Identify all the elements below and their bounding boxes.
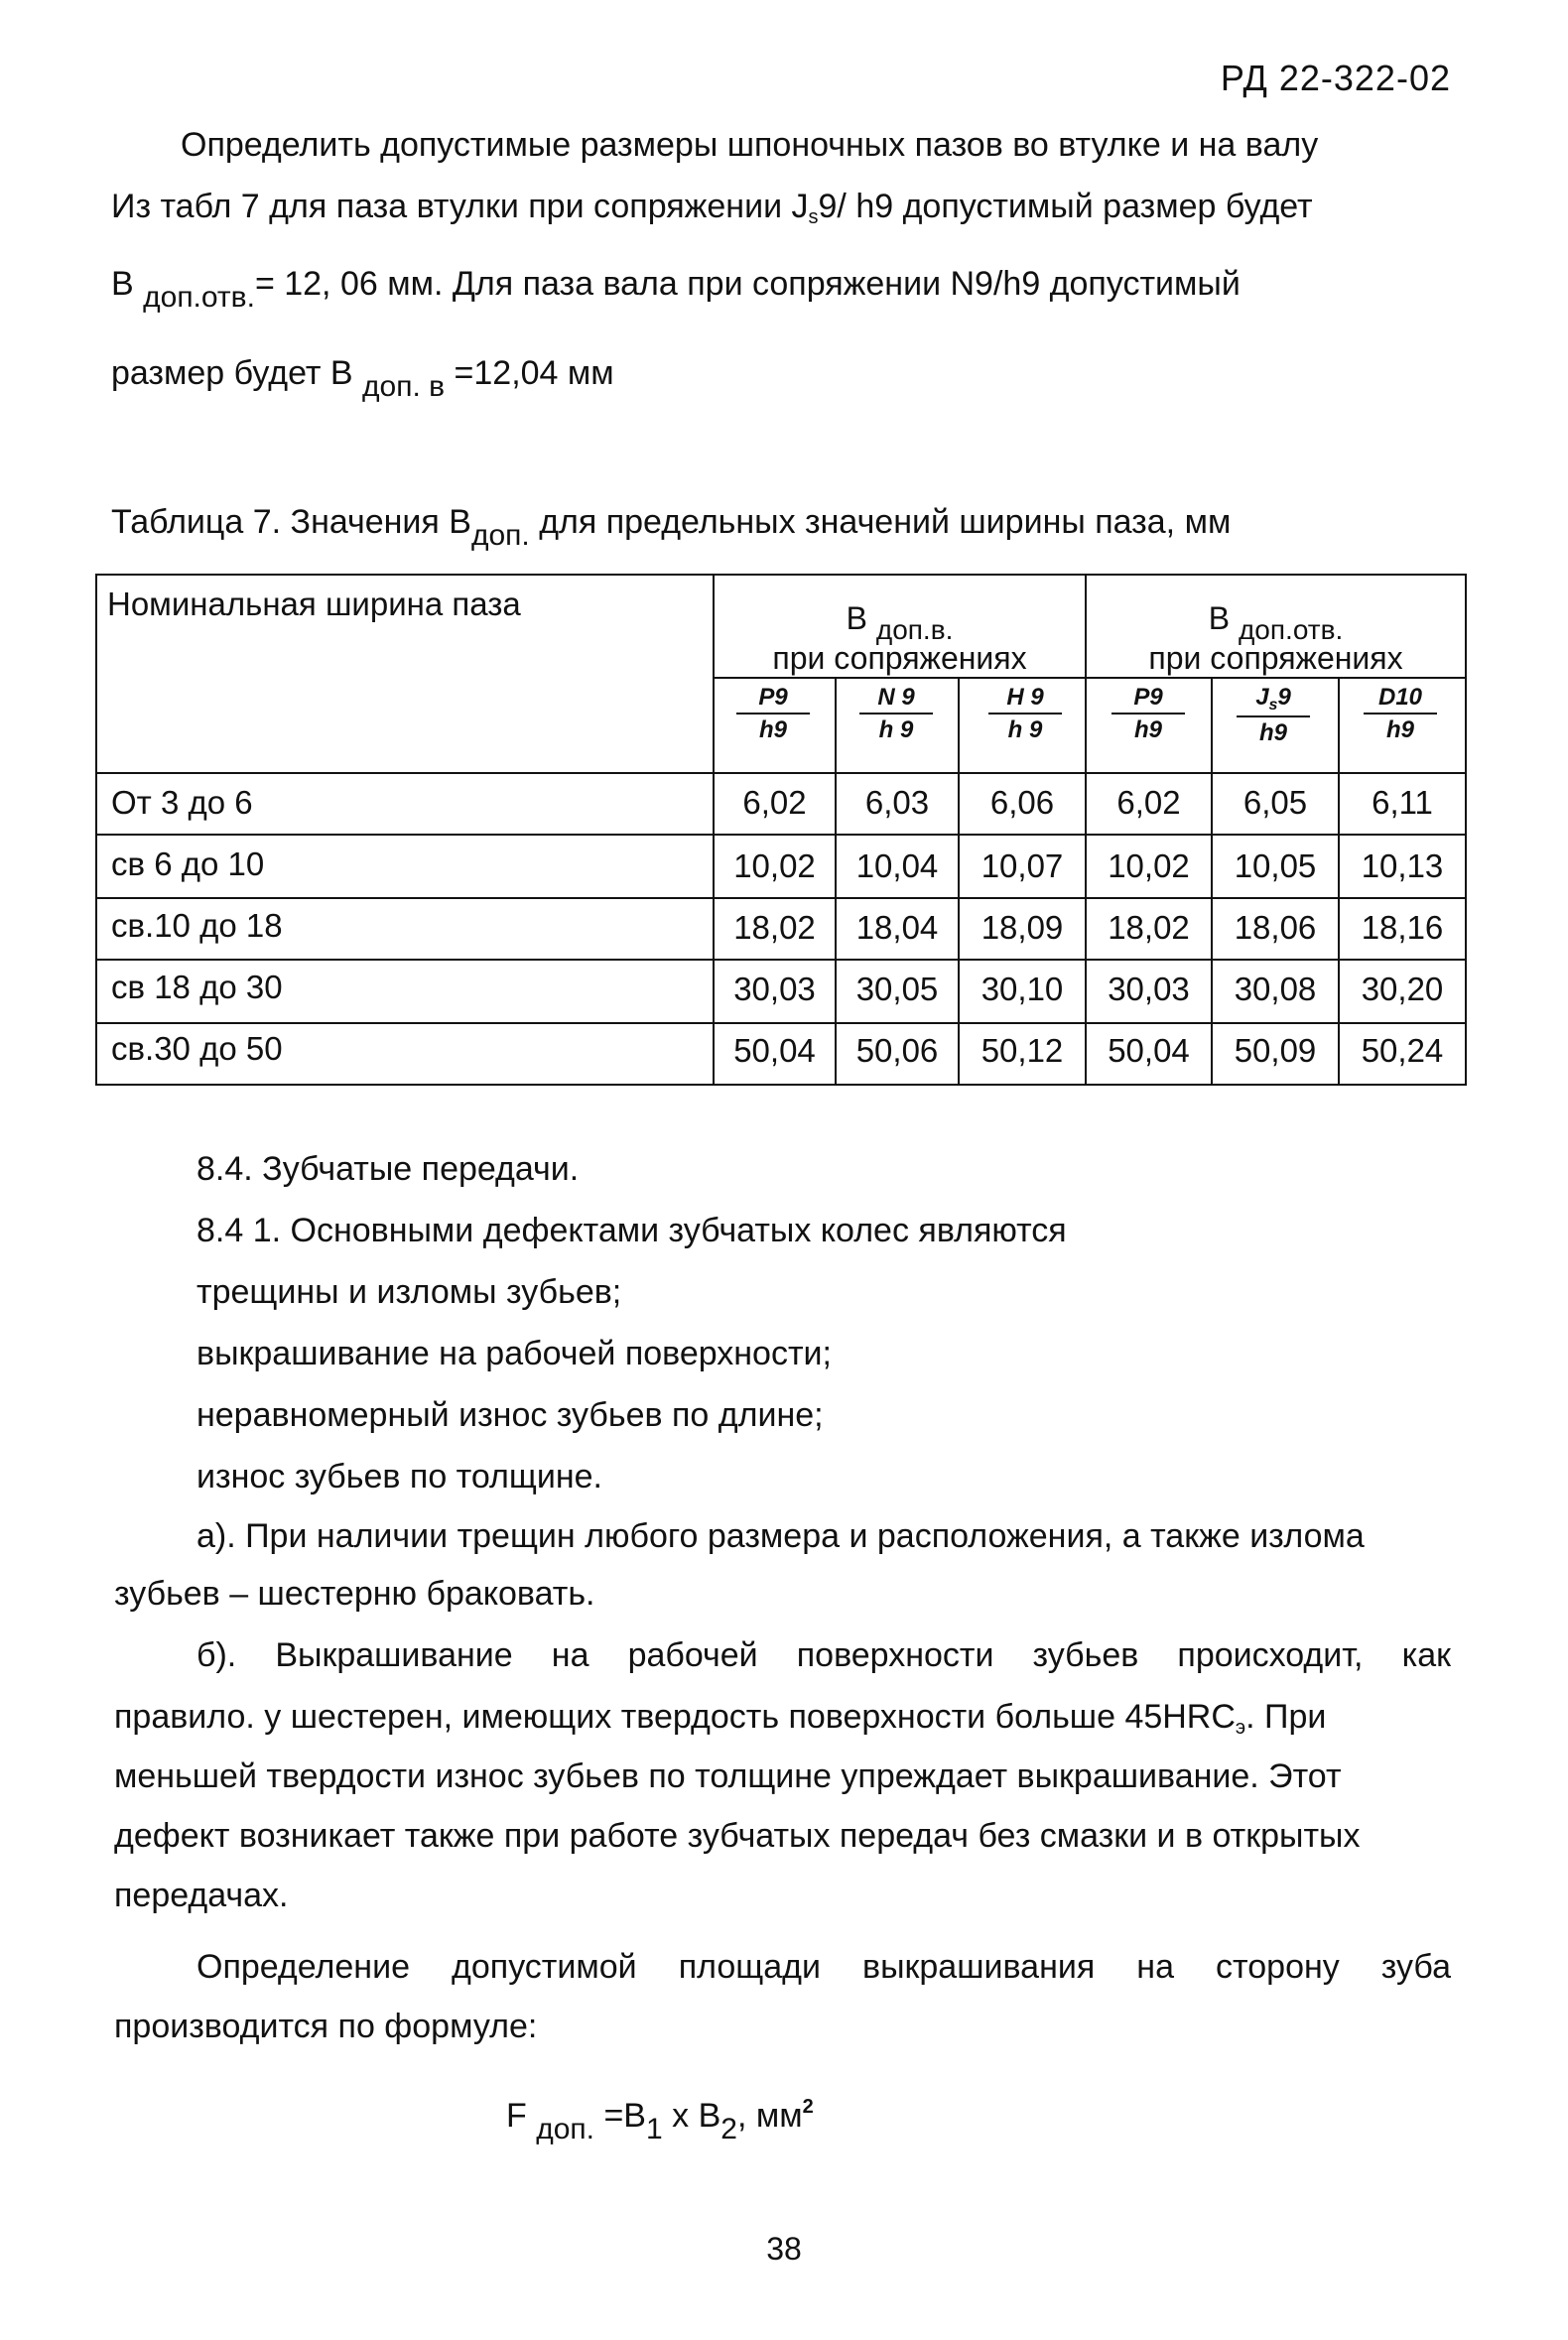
fit-header-h9-h9: $\frac{H 9}{h 9}$ (971, 683, 1080, 746)
defect-list-item: выкрашивание на рабочей поверхности; (196, 1335, 832, 1372)
intro-line-3: В доп.отв.= 12, 06 мм. Для паза вала при сопряжении N9/h9 допустимый (111, 265, 1241, 314)
table-rule (713, 677, 1465, 679)
table-cell: 6,03 (864, 784, 930, 821)
intro-line-4: размер будет В доп. в =12,04 мм (111, 354, 614, 403)
table-cell: 18,04 (855, 909, 939, 946)
paragraph-a-line-2: зубьев – шестерню браковать. (114, 1575, 595, 1613)
table-cell: 10,07 (980, 847, 1064, 884)
defect-list-item: трещины и изломы зубьев; (196, 1273, 622, 1311)
table-cell: 18,02 (733, 909, 816, 946)
table-cell: 10,05 (1234, 847, 1317, 884)
table-cell: 10,04 (855, 847, 939, 884)
table-row-label: От 3 до 6 (111, 784, 253, 821)
table-cell: 30,10 (980, 971, 1064, 1007)
defect-list-item: износ зубьев по толщине. (196, 1458, 602, 1495)
table-caption: Таблица 7. Значения Вдоп. для предельных значений ширины паза, мм (111, 503, 1232, 552)
table-cell: 50,24 (1361, 1032, 1444, 1069)
paragraph-c-line-1: Определение допустимой площади выкрашивания на сторону зуба (196, 1948, 1451, 1986)
area-formula: F доп. =B1 х В2, $мм^2$ (506, 2096, 814, 2145)
section-subheading: 8.4 1. Основными дефектами зубчатых колес являются (196, 1212, 1067, 1249)
document-code: РД 22-322-02 (1220, 58, 1451, 98)
paragraph-b-line-4: дефект возникает также при работе зубчатых передач без смазки и в открытых (114, 1817, 1361, 1855)
table-row-label: св 18 до 30 (111, 969, 283, 1005)
defect-list-item: неравномерный износ зубьев по длине; (196, 1396, 824, 1434)
fit-header-p9-h9: $\frac{P9}{h9}$ (719, 683, 828, 746)
table-cell: 10,02 (1108, 847, 1190, 884)
table-rule (97, 959, 1465, 961)
table-cell: 18,02 (1108, 909, 1190, 946)
table-cell: 30,03 (733, 971, 816, 1007)
group-header-hub: В доп.отв. (1208, 600, 1344, 645)
group-header-shaft: В доп.в. (846, 600, 954, 645)
table-cell: 50,12 (980, 1032, 1064, 1069)
section-heading: 8.4. Зубчатые передачи. (196, 1150, 580, 1188)
table-row-label: св 6 до 10 (111, 845, 265, 882)
table-cell: 18,16 (1361, 909, 1444, 946)
intro-line-2: Из табл 7 для паза втулки при сопряжении Js9/ h9 допустимый размер будет (111, 188, 1313, 228)
table-rule (97, 834, 1465, 836)
table-row-label: св.10 до 18 (111, 907, 283, 944)
table-rule (97, 772, 1465, 774)
fit-header-n9-h9: $\frac{N 9}{h 9}$ (842, 683, 951, 746)
paragraph-b-line-5: передачах. (114, 1877, 289, 1914)
table-cell: 6,02 (1116, 784, 1181, 821)
group-header-hub-sub: при сопряжениях (1148, 640, 1403, 676)
paragraph-b-line-1: б). Выкрашивание на рабочей поверхности зубьев происходит, как (196, 1636, 1451, 1674)
table-cell: 50,04 (733, 1032, 816, 1069)
paragraph-a-line-1: а). При наличии трещин любого размера и расположения, а также излома (196, 1517, 1365, 1555)
table-cell: 30,08 (1234, 971, 1317, 1007)
table-cell: 18,09 (980, 909, 1064, 946)
table-cell: 30,05 (855, 971, 939, 1007)
paragraph-b-line-3: меньшей твердости износ зубьев по толщине упреждает выкрашивание. Этот (114, 1757, 1342, 1795)
paragraph-c-line-2: производится по формуле: (114, 2008, 538, 2045)
table-cell: 18,06 (1234, 909, 1317, 946)
dimension-table (95, 574, 1467, 1086)
paragraph-b-line-2: правило. у шестерен, имеющих твердость поверхности больше 45HRCэ. При (114, 1698, 1327, 1739)
fit-header-d10-h9: $\frac{D10}{h9}$ (1346, 683, 1455, 746)
table-cell: 10,13 (1361, 847, 1444, 884)
table-rule (97, 1022, 1465, 1024)
table-cell: 6,02 (742, 784, 807, 821)
column-header-nominal-width: Номинальная ширина паза (107, 585, 521, 622)
table-cell: 50,04 (1108, 1032, 1190, 1069)
table-cell: 6,05 (1242, 784, 1308, 821)
page-number: 38 (766, 2231, 802, 2267)
table-cell: 6,06 (989, 784, 1055, 821)
fit-header-js9-h9: $\frac{J_s9}{h9}$ (1219, 683, 1328, 749)
table-rule (97, 897, 1465, 899)
group-header-shaft-sub: при сопряжениях (772, 640, 1027, 676)
table-cell: 50,09 (1234, 1032, 1317, 1069)
table-cell: 10,02 (733, 847, 816, 884)
table-row-label: св.30 до 50 (111, 1030, 283, 1067)
table-cell: 6,11 (1372, 784, 1433, 821)
intro-line-1: Определить допустимые размеры шпоночных пазов во втулке и на валу (181, 126, 1319, 164)
table-cell: 30,03 (1108, 971, 1190, 1007)
fit-header-p9-h9-hub: $\frac{P9}{h9}$ (1094, 683, 1203, 746)
table-cell: 50,06 (855, 1032, 939, 1069)
table-cell: 30,20 (1361, 971, 1444, 1007)
